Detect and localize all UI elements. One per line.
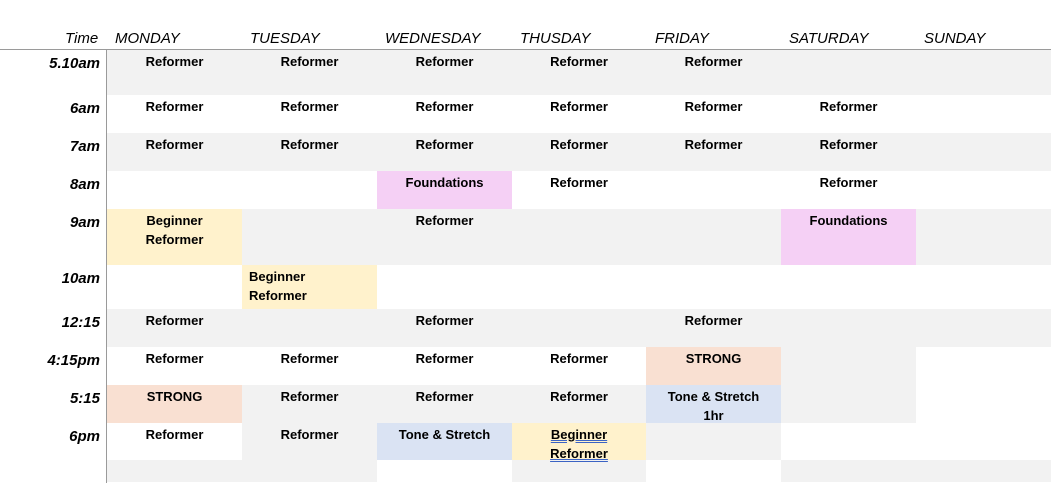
class-name: Reformer: [145, 99, 204, 114]
class-cell: [242, 135, 377, 154]
day-header-tuesday: TUESDAY: [250, 30, 320, 47]
class-name: Tone & Stretch: [398, 427, 491, 442]
class-name: Beginner Reformer: [249, 269, 307, 303]
class-name: Reformer: [684, 99, 743, 114]
class-cell: [377, 211, 512, 230]
class-name: Reformer: [280, 137, 339, 152]
class-name: Reformer: [684, 54, 743, 69]
class-name: Beginner Reformer: [145, 213, 204, 247]
class-cell: [781, 173, 916, 192]
class-name: Reformer: [819, 175, 878, 190]
class-name: STRONG: [146, 389, 203, 404]
class-name: Reformer: [819, 99, 878, 114]
class-name: Beginner Reformer: [550, 427, 608, 461]
class-name: Reformer: [550, 99, 608, 114]
class-name: STRONG: [685, 351, 742, 366]
time-slot-label: 10am: [61, 270, 100, 287]
class-cell: [107, 135, 242, 154]
shade-block: [107, 460, 377, 482]
class-cell: [377, 425, 512, 444]
class-cell: [512, 52, 646, 71]
time-slot-label: 9am: [69, 214, 100, 231]
day-header-wednesday: WEDNESDAY: [385, 30, 481, 47]
class-name: Reformer: [550, 54, 608, 69]
class-cell: [377, 311, 512, 330]
class-cell: [242, 387, 377, 406]
day-header-friday: FRIDAY: [655, 30, 709, 47]
class-name: Reformer: [280, 427, 339, 442]
class-name: Reformer: [280, 99, 339, 114]
time-slot-label: 6am: [69, 100, 100, 117]
class-cell: [512, 135, 646, 154]
time-slot-label: 5.10am: [49, 55, 100, 72]
class-cell: [377, 173, 512, 192]
class-cell: [107, 387, 242, 406]
class-name: Reformer: [415, 351, 474, 366]
class-cell: [377, 387, 512, 406]
class-cell: [512, 349, 646, 368]
class-name: Reformer: [415, 213, 474, 228]
class-cell: [781, 97, 916, 116]
class-name: Reformer: [280, 351, 339, 366]
class-cell: [107, 52, 242, 71]
shade-block: [781, 460, 1051, 482]
class-cell: [242, 425, 377, 444]
class-name: Reformer: [145, 54, 204, 69]
shade-block: [512, 460, 646, 482]
class-name: Reformer: [145, 313, 204, 328]
class-cell: [512, 173, 646, 192]
class-name: Reformer: [550, 389, 608, 404]
class-cell: [242, 52, 377, 71]
class-name: Reformer: [684, 313, 743, 328]
day-header-sunday: SUNDAY: [924, 30, 986, 47]
class-cell: [646, 97, 781, 116]
class-cell: [377, 52, 512, 71]
row-band-shaded: [107, 309, 1051, 347]
shade-block: [646, 423, 781, 460]
class-cell: [646, 387, 781, 425]
class-cell: [107, 97, 242, 116]
time-slot-label: 7am: [69, 138, 100, 155]
time-slot-label: 5:15: [69, 390, 100, 407]
class-name: Reformer: [550, 175, 608, 190]
time-slot-label: 4:15pm: [47, 352, 100, 369]
class-cell: [107, 311, 242, 330]
time-slot-label: 6pm: [69, 428, 100, 445]
class-cell: [107, 211, 242, 249]
class-cell: [781, 211, 916, 230]
class-cell: [646, 349, 781, 368]
class-name: Reformer: [280, 389, 339, 404]
class-cell: [377, 97, 512, 116]
shade-block: [916, 385, 1051, 460]
shade-block: [781, 347, 916, 385]
class-name: Reformer: [145, 137, 204, 152]
class-name: Reformer: [819, 137, 878, 152]
class-name: Reformer: [415, 99, 474, 114]
time-slot-label: 12:15: [61, 314, 100, 331]
class-cell: [107, 349, 242, 368]
class-cell: [377, 135, 512, 154]
class-cell: [512, 387, 646, 406]
day-header-monday: MONDAY: [115, 30, 180, 47]
class-name: Foundations: [405, 175, 484, 190]
class-name: Reformer: [415, 54, 474, 69]
time-column-header: Time: [65, 30, 99, 47]
class-name: Reformer: [415, 313, 474, 328]
class-name: Tone & Stretch 1hr: [667, 389, 760, 423]
day-header-saturday: SATURDAY: [789, 30, 869, 47]
class-name: Reformer: [550, 351, 608, 366]
class-cell: [107, 425, 242, 444]
class-name: Reformer: [145, 351, 204, 366]
class-cell: [646, 311, 781, 330]
class-cell: [646, 135, 781, 154]
class-cell: [377, 349, 512, 368]
class-name: Reformer: [684, 137, 743, 152]
class-cell: [242, 97, 377, 116]
class-name: Reformer: [145, 427, 204, 442]
day-header-thusday: THUSDAY: [520, 30, 591, 47]
class-name: Reformer: [415, 389, 474, 404]
class-name: Reformer: [550, 137, 608, 152]
class-cell: [512, 97, 646, 116]
time-slot-label: 8am: [69, 176, 100, 193]
class-cell: [781, 135, 916, 154]
class-name: Reformer: [415, 137, 474, 152]
class-cell: [646, 52, 781, 71]
class-name: Foundations: [809, 213, 888, 228]
class-cell: [512, 425, 646, 463]
class-cell: [242, 267, 377, 305]
class-cell: [242, 349, 377, 368]
class-name: Reformer: [280, 54, 339, 69]
